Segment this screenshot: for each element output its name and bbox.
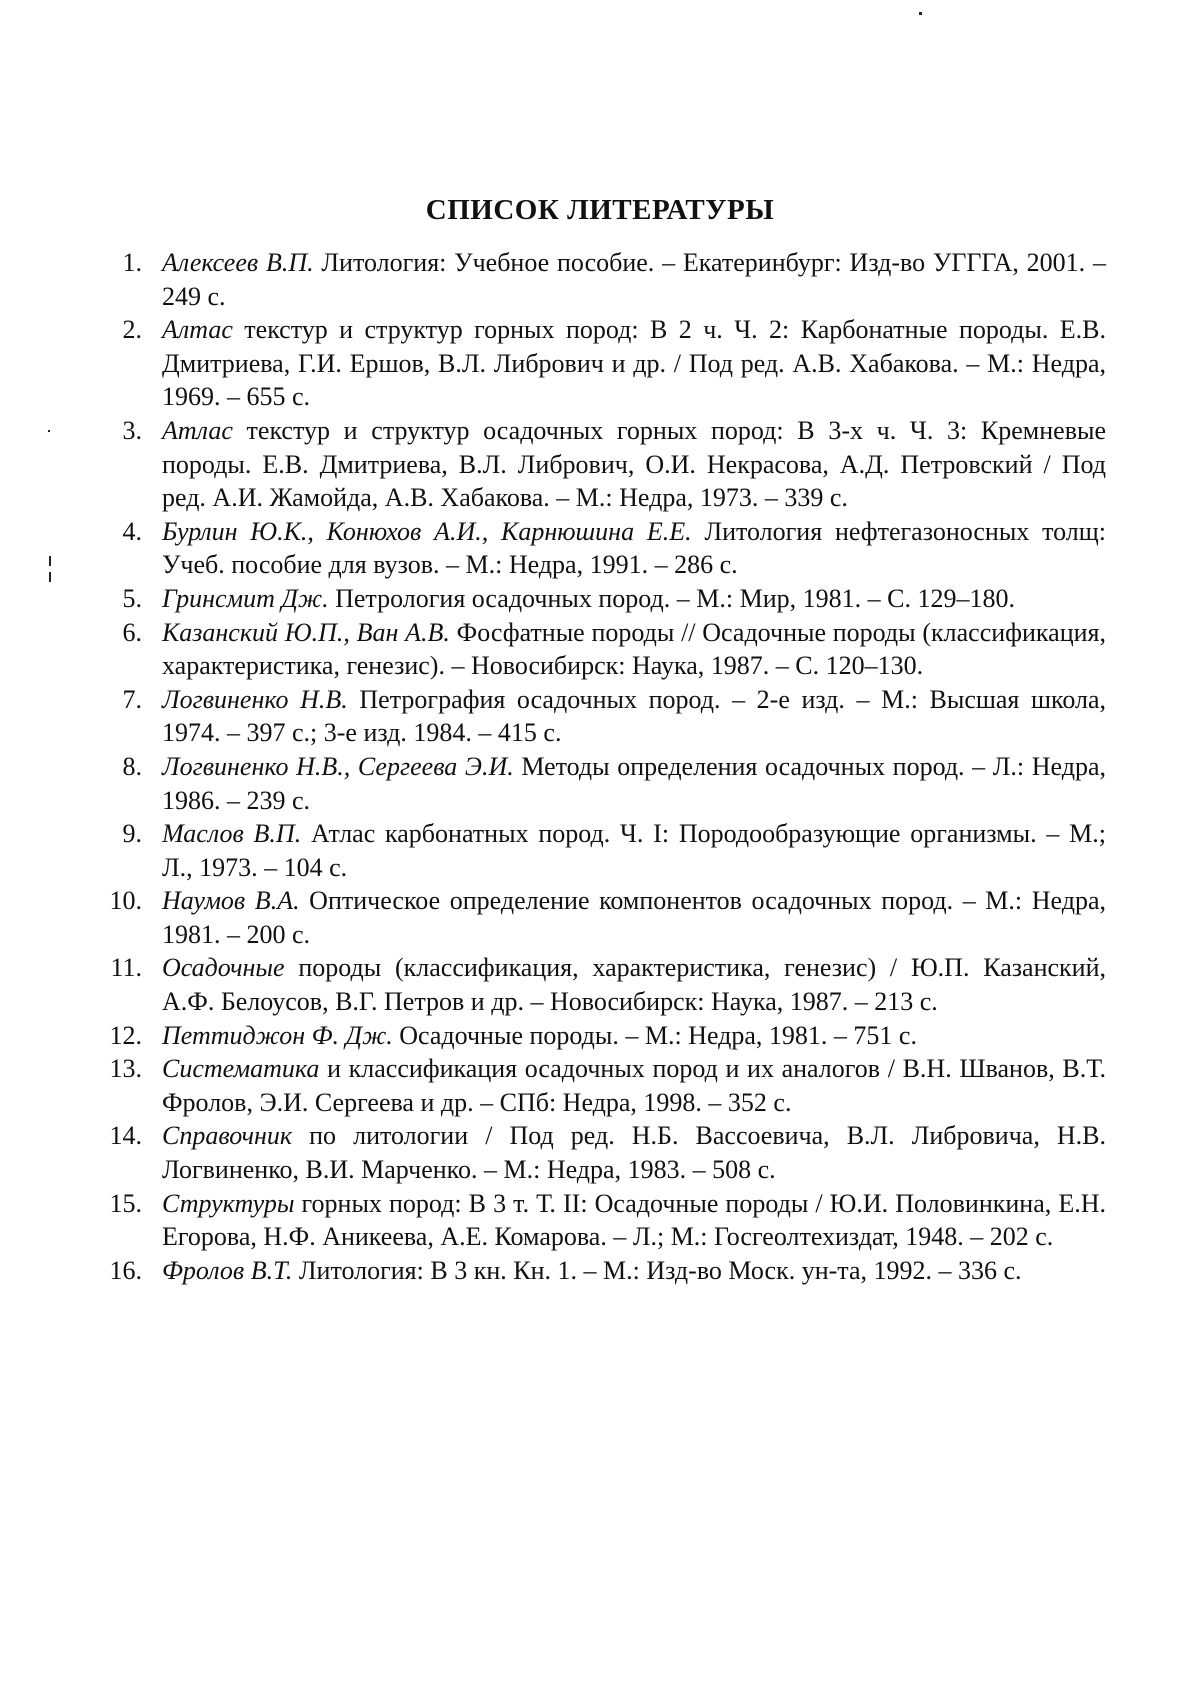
reference-text: Осадочные породы. – М.: Недра, 1981. – 751 с. bbox=[392, 1020, 917, 1050]
reference-text: Петрология осадочных пород. – М.: Мир, 1981. – С. 129–180. bbox=[328, 583, 1015, 613]
reference-text: Литология нефтегазоносных толщ: Учеб. пособие для вузов. – М.: Недра, 1991. – 286 с. bbox=[162, 516, 1106, 580]
reference-item bbox=[96, 414, 1106, 515]
reference-author: Наумов В.А. bbox=[162, 886, 300, 916]
reference-list bbox=[96, 246, 1106, 1287]
reference-number: 5. bbox=[122, 583, 142, 613]
reference-item bbox=[96, 1019, 1106, 1053]
reference-text: Литология: Учебное пособие. – Екатеринбург: Изд-во УГГГА, 2001. – 249 с. bbox=[162, 248, 1106, 311]
reference-number: 3. bbox=[122, 415, 142, 445]
reference-item bbox=[96, 616, 1106, 683]
reference-author: Алексеев В.П. bbox=[162, 248, 314, 277]
reference-item bbox=[96, 582, 1106, 616]
reference-item bbox=[96, 683, 1106, 750]
reference-item bbox=[96, 515, 1106, 582]
reference-author: Маслов В.П. bbox=[162, 819, 302, 849]
reference-text: текстур и структур горных пород: В 2 ч. Ч. 2: Карбонатные породы. Е.В. Дмитриева, Г.И. Ершов, В.Л. Либрович и др. / Под ред. А.В. Хабакова. – М.: Недра, 1969. – 655 с. bbox=[162, 315, 1106, 412]
scan-speck bbox=[919, 12, 922, 15]
scan-speck bbox=[48, 430, 50, 432]
reference-text: текстур и структур осадочных горных пород: В 3-х ч. Ч. 3: Кремневые породы. Е.В. Дмитриева, В.Л. Либрович, О.И. Некрасова, А.Д. Петровский / Под ред. А.И. Жамойда, А.В. Хабакова. – М.: Недра, 1973. – 339 с. bbox=[162, 415, 1106, 513]
reference-number: 2. bbox=[122, 315, 142, 345]
reference-author: Справочник bbox=[162, 1121, 293, 1151]
page-title: СПИСОК ЛИТЕРАТУРЫ bbox=[425, 194, 775, 226]
reference-number: 9. bbox=[122, 819, 142, 849]
reference-number: 15. bbox=[109, 1188, 142, 1218]
reference-text: породы (классификация, характеристика, генезис) / Ю.П. Казанский, А.Ф. Белоусов, В.Г. Петров и др. – Новосибирск: Наука, 1987. – 213 с. bbox=[162, 953, 1106, 1017]
reference-text: горных пород: В 3 т. Т. II: Осадочные породы / Ю.И. Половинкина, Е.Н. Егорова, Н.Ф. Аникеева, А.Е. Комарова. – Л.; М.: Госгеолтехиздат, 1948. – 202 с. bbox=[162, 1188, 1106, 1252]
reference-text: Фосфатные породы // Осадочные породы (классификация, характеристика, генезис). – Новосибирск: Наука, 1987. – С. 120–130. bbox=[162, 617, 1106, 681]
reference-item bbox=[96, 951, 1106, 1018]
reference-text: Методы определения осадочных пород. – Л.: Недра, 1986. – 239 с. bbox=[162, 751, 1106, 815]
reference-item bbox=[96, 750, 1106, 817]
reference-author: Логвиненко Н.В. bbox=[162, 684, 348, 714]
reference-text: Петрография осадочных пород. – 2-е изд. – М.: Высшая школа, 1974. – 397 с.; 3-е изд. 1984. – 415 с. bbox=[162, 684, 1106, 748]
reference-author: Алтас bbox=[162, 315, 233, 345]
reference-author: Систематика bbox=[162, 1054, 320, 1084]
reference-number: 7. bbox=[122, 684, 142, 714]
reference-author: Бурлин Ю.К., Конюхов А.И., Карнюшина Е.Е. bbox=[162, 516, 692, 546]
scan-margin-mark bbox=[49, 572, 51, 582]
reference-item bbox=[96, 1119, 1106, 1186]
reference-text: по литологии / Под ред. Н.Б. Вассоевича, В.Л. Либровича, Н.В. Логвиненко, В.И. Марченко. – М.: Недра, 1983. – 508 с. bbox=[162, 1121, 1106, 1185]
reference-number: 4. bbox=[122, 516, 142, 546]
reference-number: 14. bbox=[109, 1121, 142, 1151]
reference-item bbox=[96, 884, 1106, 951]
reference-number: 12. bbox=[109, 1020, 142, 1050]
reference-text: Литология: В 3 кн. Кн. 1. – М.: Изд-во Моск. ун-та, 1992. – 336 с. bbox=[292, 1255, 1022, 1285]
reference-text: Атлас карбонатных пород. Ч. I: Породообразующие организмы. – М.; Л., 1973. – 104 с. bbox=[162, 819, 1106, 882]
reference-number: 16. bbox=[109, 1255, 142, 1285]
reference-number: 8. bbox=[122, 751, 142, 781]
reference-author: Казанский Ю.П., Ван А.В. bbox=[162, 617, 450, 647]
reference-number: 13. bbox=[109, 1054, 142, 1084]
reference-author: Гринсмит Дж. bbox=[162, 583, 329, 613]
reference-number: 11. bbox=[110, 953, 142, 983]
reference-author: Фролов В.Т. bbox=[162, 1255, 293, 1285]
reference-author: Осадочные bbox=[162, 953, 285, 983]
reference-item bbox=[96, 1187, 1106, 1254]
reference-item bbox=[96, 817, 1106, 884]
reference-text: и классификация осадочных пород и их аналогов / В.Н. Шванов, В.Т. Фролов, Э.И. Сергеева и др. – СПб: Недра, 1998. – 352 с. bbox=[162, 1054, 1106, 1117]
reference-item bbox=[96, 313, 1106, 414]
reference-text: Оптическое определение компонентов осадочных пород. – М.: Недра, 1981. – 200 с. bbox=[162, 886, 1106, 949]
reference-item bbox=[96, 1254, 1106, 1288]
reference-number: 6. bbox=[122, 617, 142, 647]
reference-item bbox=[96, 246, 1106, 313]
reference-author: Петтиджон Ф. Дж. bbox=[162, 1020, 393, 1050]
reference-number: 10. bbox=[109, 886, 142, 916]
reference-number: 1. bbox=[122, 248, 142, 277]
reference-item bbox=[96, 1052, 1106, 1119]
reference-author: Атлас bbox=[162, 415, 233, 445]
reference-author: Структуры bbox=[162, 1188, 295, 1218]
reference-author: Логвиненко Н.В., Сергеева Э.И. bbox=[162, 751, 514, 781]
scan-margin-mark bbox=[49, 556, 51, 566]
